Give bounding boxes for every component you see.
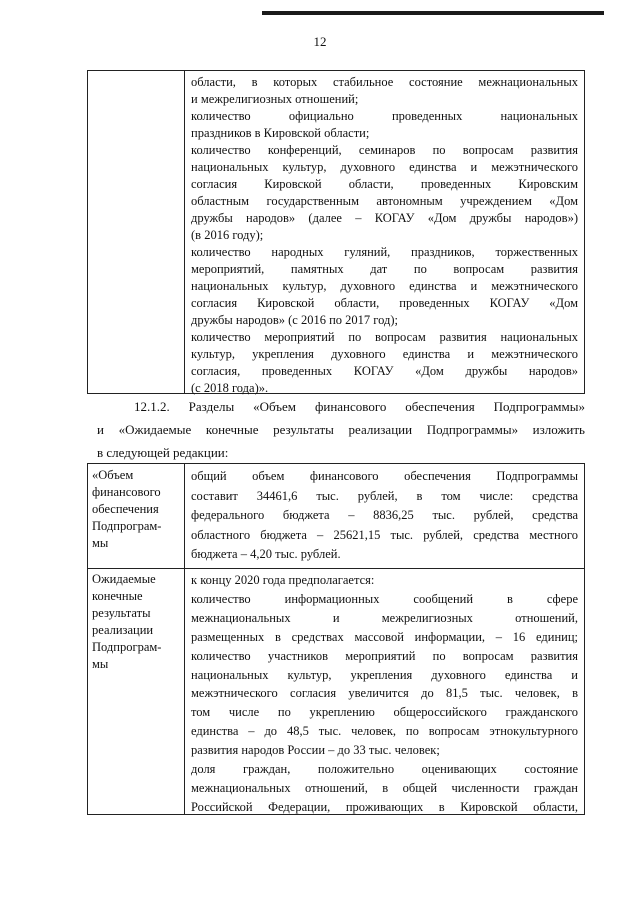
text-line: и межрелигиозных отношений; [191,92,359,106]
text-line: области, в которых стабильное состояние межнациональных [191,75,578,89]
row-label-line: результаты [92,606,151,620]
text-line: согласия Кировской области, проведенных КОГАУ «Дом [191,296,578,310]
text-line: национальных культур, укрепления духовного единства и [191,667,578,682]
paragraph-line: и «Ожидаемые конечные результаты реализации Подпрограммы» изложить [97,422,585,437]
text-line: областного бюджета – 25621,15 тыс. рублей, средства местного [191,527,578,542]
text-line: согласия, проведенных КОГАУ «Дом дружбы народов» [191,364,578,378]
text-line: культур, укрепления духовного единства и межэтнического [191,347,578,361]
text-line: количество народных гуляний, праздников, торжественных [191,245,578,259]
text-line: межнациональных отношений, в общей численности граждан [191,780,578,795]
text-line: количество официально проведенных национальных [191,109,578,123]
table-continuation [87,70,585,394]
text-line: единства – до 48,5 тыс. человек, по вопросам этнокультурного [191,724,578,739]
text-line: (в 2016 году); [191,228,264,242]
text-line: количество конференций, семинаров по вопросам развития [191,143,578,157]
page-number: 12 [313,34,327,49]
row-label-line: мы [92,536,109,550]
text-line: размещенных в средствах массовой информации, – 16 единиц; [191,629,578,644]
row-label-line: мы [92,657,109,671]
row-label-line: «Объем [92,468,134,482]
text-line: составит 34461,6 тыс. рублей, в том числе: средства [191,488,578,503]
table-left-column [88,71,185,393]
text-line: национальных культур, духовного единства и межэтнического [191,160,578,174]
text-line: национальных культур, духовного единства и межэтнического [191,279,578,293]
text-line: доля граждан, положительно оценивающих состояние [191,762,578,776]
text-line: федерального бюджета – 8836,25 тыс. рублей, средства [191,508,578,522]
row-label-line: Ожидаемые [92,572,156,586]
text-line: праздников в Кировской области; [191,126,370,140]
top-rule [262,11,604,15]
text-line: развития народов России – до 33 тыс. человек; [191,743,440,758]
text-line: количество мероприятий по вопросам развития национальных [191,330,578,344]
text-line: согласия Кировской области, проведенных Кировским [191,177,578,191]
text-line: том числе по укреплению общероссийского гражданского [191,705,578,720]
text-line: дружбы народов» (с 2016 по 2017 год); [191,313,399,327]
paragraph-line: 12.1.2. Разделы «Объем финансового обеспечения Подпрограммы» [134,399,585,414]
text-line: областным государственным автономным учреждением «Дом [191,194,578,208]
text-line: межэтнического согласия увеличится до 81,5 тыс. человек, в [191,686,578,701]
text-line: к концу 2020 года предполагается: [191,573,375,587]
table-sections [87,463,585,815]
text-line: (с 2018 года)». [191,381,269,395]
text-line: количество участников мероприятий по вопросам развития [191,648,578,663]
text-line: мероприятий, памятных дат по вопросам развития [191,262,578,276]
table-right-column [185,71,584,393]
text-line: дружбы народов» (далее – КОГАУ «Дом дружбы народов») [191,211,578,225]
paragraph-line: в следующей редакции: [97,445,229,460]
row-label-line: Подпрограм- [92,640,162,654]
row-label-line: реализации [92,623,154,637]
row-label-line: финансового [92,485,161,499]
row-separator [88,568,584,569]
text-line: Российской Федерации, проживающих в Кировской области, [191,799,578,814]
text-line: общий объем финансового обеспечения Подпрограммы [191,469,578,483]
row-label-line: обеспечения [92,502,159,516]
text-line: бюджета – 4,20 тыс. рублей. [191,547,341,561]
row-label-line: конечные [92,589,143,603]
row-label-line: Подпрограм- [92,519,162,533]
text-line: межнациональных и межрелигиозных отношений, [191,610,578,625]
text-line: количество информационных сообщений в сфере [191,591,578,606]
